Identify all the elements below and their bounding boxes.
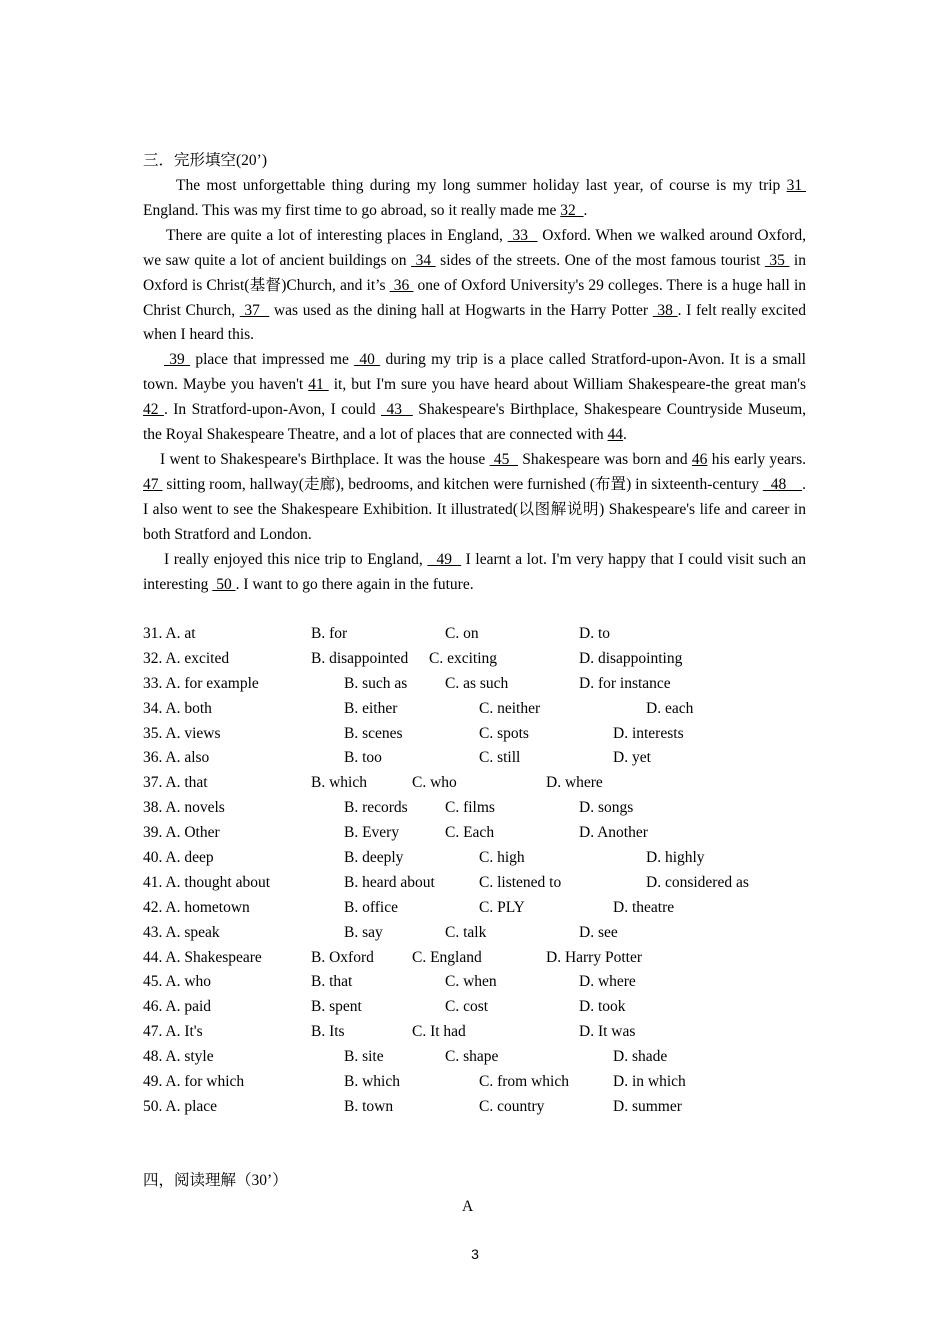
- option-a: 48. A. style: [143, 1048, 214, 1066]
- option-a: 47. A. It's: [143, 1023, 203, 1041]
- text: I learnt a lot. I'm very happy that I could visit such an interesting: [143, 550, 807, 593]
- blank-45: 45: [489, 450, 518, 468]
- option-row-46: [143, 995, 823, 1020]
- option-row-43: [143, 921, 823, 946]
- option-row-40: [143, 846, 823, 871]
- option-b: B. records: [344, 799, 408, 817]
- option-a: 41. A. thought about: [143, 873, 271, 891]
- option-d: D. see: [579, 923, 618, 941]
- option-b: B. Oxford: [311, 948, 374, 966]
- option-a: 35. A. views: [143, 724, 221, 742]
- option-row-48: [143, 1045, 823, 1070]
- blank-34: 34: [411, 251, 436, 269]
- option-a: 32. A. excited: [143, 649, 230, 667]
- text: in Oxford is Christ(基督)Church, and it’s: [143, 251, 806, 294]
- text: sitting room, hallway(走廊), bedrooms, and kitchen were furnished (布置) in sixteenth-century: [162, 475, 763, 493]
- blank-41: 41: [308, 376, 329, 394]
- option-row-35: [143, 722, 823, 747]
- option-c: C. when: [445, 973, 497, 991]
- text: . I felt really excited when I heard this.: [143, 301, 807, 344]
- option-d: D. considered as: [646, 873, 749, 891]
- answer-options: [143, 622, 823, 1120]
- text: . I also went to see the Shakespeare Exhibition. It illustrated(以图解说明) Shakespeare's life and career in both Stratford and London.: [143, 475, 807, 543]
- option-b: B. for: [311, 625, 348, 642]
- option-b: B. spent: [311, 998, 362, 1016]
- text: . I want to go there again in the future.: [235, 575, 474, 593]
- option-row-50: [143, 1095, 823, 1120]
- option-row-36: [143, 746, 823, 771]
- option-c: C. It had: [412, 1023, 466, 1041]
- section-3-title: 三．完形填空(20’): [143, 152, 267, 169]
- option-d: D. Another: [579, 824, 648, 842]
- paragraph-4: [143, 448, 806, 548]
- paragraph-1: [143, 174, 806, 224]
- blank-38: 38: [652, 301, 678, 319]
- option-row-42: [143, 896, 823, 921]
- option-d: D. interests: [613, 724, 684, 742]
- option-a: 37. A. that: [143, 774, 208, 792]
- text: I really enjoyed this nice trip to England,: [164, 550, 428, 568]
- option-b: B. such as: [344, 674, 408, 692]
- option-a: 42. A. hometown: [143, 898, 250, 916]
- option-row-49: [143, 1070, 823, 1095]
- option-d: D. summer: [613, 1097, 682, 1115]
- option-d: D. highly: [646, 849, 705, 867]
- text: place that impressed me: [190, 351, 355, 369]
- blank-40: 40: [354, 351, 381, 369]
- text: The most unforgettable thing during my long summer holiday last year, of course is my trip: [176, 177, 787, 194]
- option-b: B. office: [344, 898, 398, 916]
- option-c: C. cost: [445, 998, 489, 1016]
- option-c: C. high: [479, 849, 525, 867]
- option-b: B. scenes: [344, 724, 403, 742]
- option-d: D. Harry Potter: [546, 948, 642, 966]
- text: Shakespeare was born and: [517, 450, 692, 468]
- blank-50: 50: [212, 575, 236, 593]
- option-c: C. listened to: [479, 873, 562, 891]
- text: one of Oxford University's 29 colleges. There is a huge hall in Christ Church,: [143, 276, 807, 319]
- option-row-45: [143, 970, 823, 995]
- text: Shakespeare's Birthplace, Shakespeare Countryside Museum, the Royal Shakespeare Theatre, and a lot of places that are connected with: [143, 401, 807, 444]
- option-a: 33. A. for example: [143, 674, 259, 692]
- option-a: 36. A. also: [143, 749, 210, 767]
- option-b: B. Its: [311, 1023, 345, 1041]
- option-row-33: [143, 672, 823, 697]
- option-c: C. on: [445, 625, 479, 642]
- option-c: C. neither: [479, 699, 541, 717]
- text: .: [583, 201, 588, 219]
- text: during my trip is a place called Stratford-upon-Avon. It is a small town. Maybe you haven't: [143, 351, 806, 394]
- option-a: 34. A. both: [143, 699, 212, 717]
- text: .: [623, 426, 627, 444]
- blank-46: 46: [691, 450, 708, 468]
- option-a: 31. A. at: [143, 625, 196, 642]
- option-b: B. site: [344, 1048, 384, 1066]
- option-row-39: [143, 821, 823, 846]
- option-a: 49. A. for which: [143, 1073, 245, 1091]
- option-c: C. who: [412, 774, 457, 792]
- option-d: D. It was: [579, 1023, 636, 1041]
- page-number: 3: [471, 1246, 479, 1262]
- option-c: C. country: [479, 1097, 545, 1115]
- option-a: 43. A. speak: [143, 923, 220, 941]
- option-d: D. took: [579, 998, 626, 1016]
- option-c: C. films: [445, 799, 495, 817]
- option-row-41: [143, 871, 823, 896]
- blank-36: 36: [389, 276, 414, 294]
- text: it, but I'm sure you have heard about William Shakespeare-the great man's: [328, 376, 807, 394]
- section-4-title: 四，阅读理解（30’）: [143, 1172, 288, 1189]
- option-d: D. each: [646, 699, 694, 717]
- blank-48: 48: [762, 475, 803, 493]
- option-c: C. PLY: [479, 898, 525, 916]
- option-a: 50. A. place: [143, 1097, 218, 1115]
- text: England. This was my first time to go abroad, so it really made me: [143, 201, 561, 219]
- blank-33: 33: [507, 226, 538, 244]
- option-b: B. disappointed: [311, 649, 409, 667]
- blank-31: 31: [786, 177, 806, 194]
- option-c: C. still: [479, 749, 521, 767]
- option-c: C. spots: [479, 724, 529, 742]
- cloze-passage: [143, 174, 806, 597]
- option-d: D. shade: [613, 1048, 668, 1066]
- option-a: 45. A. who: [143, 973, 212, 991]
- option-b: B. which: [344, 1073, 400, 1091]
- option-b: B. Every: [344, 824, 400, 842]
- option-d: D. where: [579, 973, 636, 991]
- text: There are quite a lot of interesting places in England,: [166, 226, 508, 244]
- blank-42: 42: [143, 401, 164, 419]
- option-b: B. say: [344, 923, 383, 941]
- option-c: C. exciting: [429, 649, 498, 667]
- text: sides of the streets. One of the most famous tourist: [435, 251, 765, 269]
- option-row-47: [143, 1020, 823, 1045]
- option-a: 38. A. novels: [143, 799, 225, 817]
- option-c: C. from which: [479, 1073, 569, 1091]
- blank-44: 44: [607, 426, 624, 444]
- text: Oxford. When we walked around Oxford, we saw quite a lot of ancient buildings on: [143, 226, 807, 269]
- blank-35: 35: [764, 251, 790, 269]
- text: I went to Shakespeare's Birthplace. It was the house: [160, 450, 490, 468]
- option-c: C. England: [412, 948, 482, 966]
- text: his early years.: [707, 450, 806, 468]
- option-row-32: [143, 647, 823, 672]
- passage-a-label: A: [462, 1198, 474, 1215]
- text: . In Stratford-upon-Avon, I could: [163, 401, 382, 419]
- option-d: D. to: [579, 625, 610, 642]
- paragraph-5: [143, 548, 806, 598]
- option-b: B. town: [344, 1097, 394, 1115]
- option-d: D. theatre: [613, 898, 675, 916]
- blank-49: 49: [427, 550, 462, 568]
- option-b: B. heard about: [344, 873, 435, 891]
- option-b: B. which: [311, 774, 367, 792]
- blank-32: 32: [560, 201, 584, 219]
- option-d: D. for instance: [579, 674, 671, 692]
- option-row-31: [143, 622, 823, 647]
- option-b: B. either: [344, 699, 398, 717]
- option-c: C. shape: [445, 1048, 499, 1066]
- option-d: D. in which: [613, 1073, 686, 1091]
- option-c: C. as such: [445, 674, 509, 692]
- option-row-38: [143, 796, 823, 821]
- paragraph-3: [143, 348, 806, 448]
- option-a: 40. A. deep: [143, 849, 214, 867]
- blank-39: 39: [164, 351, 191, 369]
- option-b: B. deeply: [344, 849, 404, 867]
- option-c: C. talk: [445, 923, 487, 941]
- option-d: D. songs: [579, 799, 634, 817]
- blank-47: 47: [143, 475, 163, 493]
- option-b: B. too: [344, 749, 382, 767]
- option-a: 46. A. paid: [143, 998, 212, 1016]
- option-d: D. yet: [613, 749, 651, 767]
- text: was used as the dining hall at Hogwarts in the Harry Potter: [269, 301, 653, 319]
- option-row-44: [143, 946, 823, 971]
- blank-37: 37: [239, 301, 270, 319]
- option-d: D. where: [546, 774, 603, 792]
- option-c: C. Each: [445, 824, 495, 842]
- option-b: B. that: [311, 973, 353, 991]
- option-row-34: [143, 697, 823, 722]
- option-a: 39. A. Other: [143, 824, 220, 842]
- paragraph-2: [143, 224, 806, 349]
- option-d: D. disappointing: [579, 649, 683, 667]
- option-row-37: [143, 771, 823, 796]
- blank-43: 43: [381, 401, 413, 419]
- option-a: 44. A. Shakespeare: [143, 948, 262, 966]
